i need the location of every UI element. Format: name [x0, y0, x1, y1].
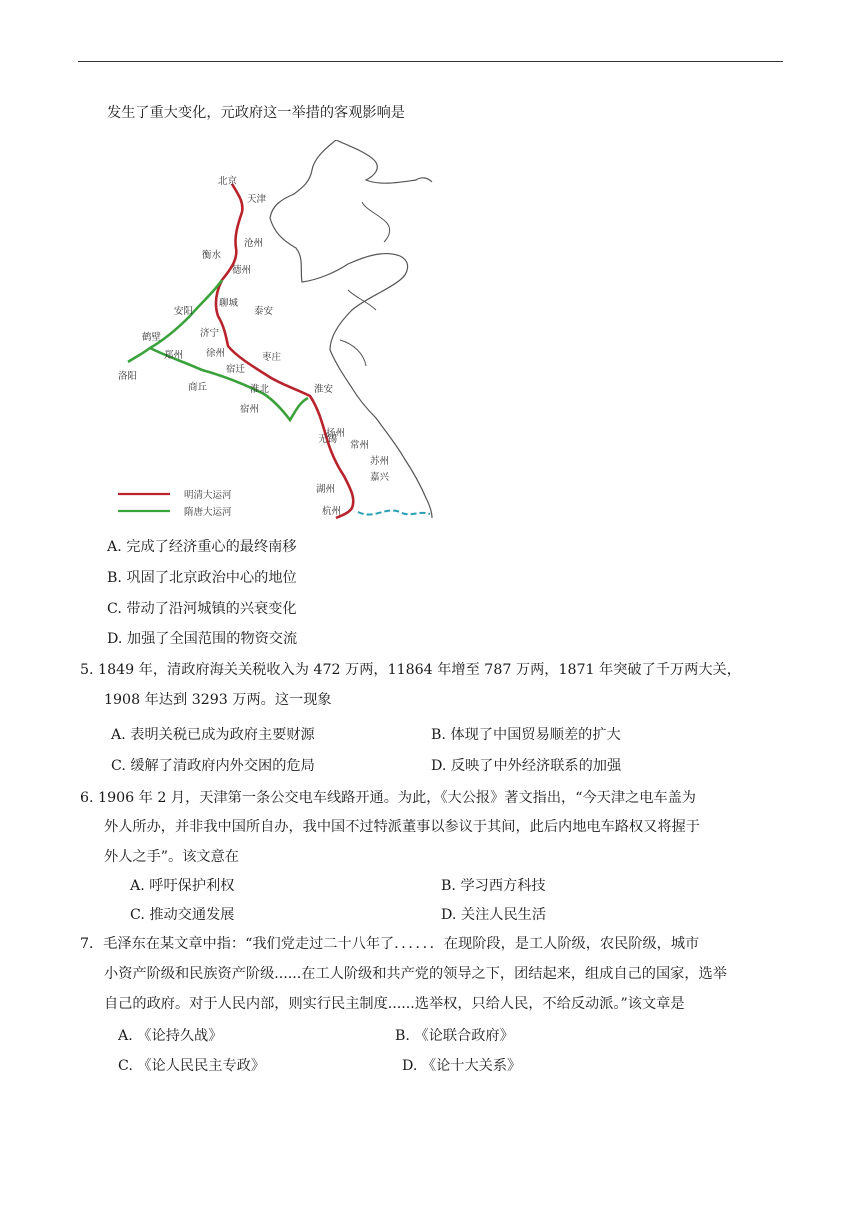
city-label: 郑州 — [164, 350, 184, 361]
city-label: 无锡 — [318, 434, 338, 445]
city-label: 淮北 — [250, 384, 270, 395]
city-label: 常州 — [350, 440, 370, 451]
q6-stem-line2: 外人所办，并非我中国所自办，我中国不过特派董事以参议于其间，此后内地电车路权又将握于 — [104, 819, 700, 835]
city-label: 嘉兴 — [370, 472, 390, 483]
q5-option-b: B. 体现了中国贸易顺差的扩大 — [431, 727, 621, 743]
coastline-detail — [340, 202, 390, 366]
city-label: 宿迁 — [226, 364, 246, 375]
q7-option-d: D. 《论十大关系》 — [402, 1058, 522, 1074]
city-label: 枣庄 — [262, 352, 282, 363]
q4-option-c: C. 带动了沿河城镇的兴衰变化 — [107, 601, 297, 617]
q7-option-c: C. 《论人民民主专政》 — [118, 1058, 266, 1074]
q7-option-a: A. 《论持久战》 — [118, 1028, 223, 1044]
city-label: 洛阳 — [118, 371, 138, 382]
q6-stem-line3: 外人之手”。该文意在 — [104, 849, 239, 865]
q7-stem-line1: 7．毛泽东在某文章中指：“我们党走过二十八年了．．．．．．在现阶段，是工人阶级，农民阶级，城市 — [80, 936, 700, 952]
city-label: 淮安 — [314, 384, 334, 395]
coastline — [270, 140, 432, 518]
city-label: 天津 — [247, 194, 267, 205]
q5-stem-line2: 1908 年达到 3293 万两。这一现象 — [104, 692, 332, 708]
header-rule — [78, 61, 783, 62]
grand-canal-map — [104, 140, 434, 525]
q5-stem-line1: 5. 1849 年，清政府海关关税收入为 472 万两，11864 年增至 787 万两，1871 年突破了千万两大关， — [80, 662, 741, 678]
city-label: 泰安 — [254, 306, 274, 317]
q7-stem-line2: 小资产阶级和民族资产阶级......在工人阶级和共产党的领导之下，团结起来，组成自己的国家，选举 — [104, 966, 727, 982]
q6-stem-line1: 6. 1906 年 2 月，天津第一条公交电车线路开通。为此，《大公报》著文指出，“今天津之电车盖为 — [80, 790, 696, 806]
q5-option-c: C. 缓解了清政府内外交困的危局 — [111, 758, 315, 774]
city-label: 湖州 — [316, 484, 336, 495]
city-label: 聊城 — [219, 298, 239, 309]
legend-label-sui-tang: 隋唐大运河 — [184, 507, 232, 518]
q5-option-a: A. 表明关税已成为政府主要财源 — [111, 727, 315, 743]
q6-option-c: C. 推动交通发展 — [130, 907, 235, 923]
city-label: 沧州 — [244, 238, 264, 249]
q7-option-b: B. 《论联合政府》 — [395, 1028, 514, 1044]
legend-label-ming-qing: 明清大运河 — [184, 490, 232, 501]
ming-qing-canal — [216, 184, 353, 518]
city-label: 济宁 — [200, 328, 220, 339]
q4-option-d: D. 加强了全国范围的物资交流 — [107, 631, 298, 647]
q6-option-b: B. 学习西方科技 — [441, 878, 546, 894]
city-label: 苏州 — [370, 456, 390, 467]
q6-option-a: A. 呼吁保护利权 — [130, 878, 235, 894]
city-label: 安阳 — [174, 306, 194, 317]
city-label: 杭州 — [322, 506, 342, 517]
sea-line — [358, 510, 430, 514]
city-label: 鹤壁 — [142, 332, 162, 343]
city-label: 北京 — [218, 176, 238, 187]
q4-option-b: B. 巩固了北京政治中心的地位 — [107, 570, 297, 586]
city-label: 商丘 — [188, 382, 208, 393]
q4-option-a: A. 完成了经济重心的最终南移 — [107, 539, 297, 555]
q7-stem-line3: 自己的政府。对于人民内部，则实行民主制度......选举权，只给人民，不给反动派。”该文章是 — [104, 996, 685, 1012]
city-label: 徐州 — [206, 348, 226, 359]
q6-option-d: D. 关注人民生活 — [441, 907, 547, 923]
city-label: 衡水 — [202, 250, 222, 261]
city-label: 宿州 — [240, 404, 260, 415]
city-label: 德州 — [232, 265, 252, 276]
q4-stem-tail: 发生了重大变化，元政府这一举措的客观影响是 — [107, 105, 405, 121]
city-label: 扬州 — [326, 428, 346, 439]
q5-option-d: D. 反映了中外经济联系的加强 — [431, 758, 622, 774]
